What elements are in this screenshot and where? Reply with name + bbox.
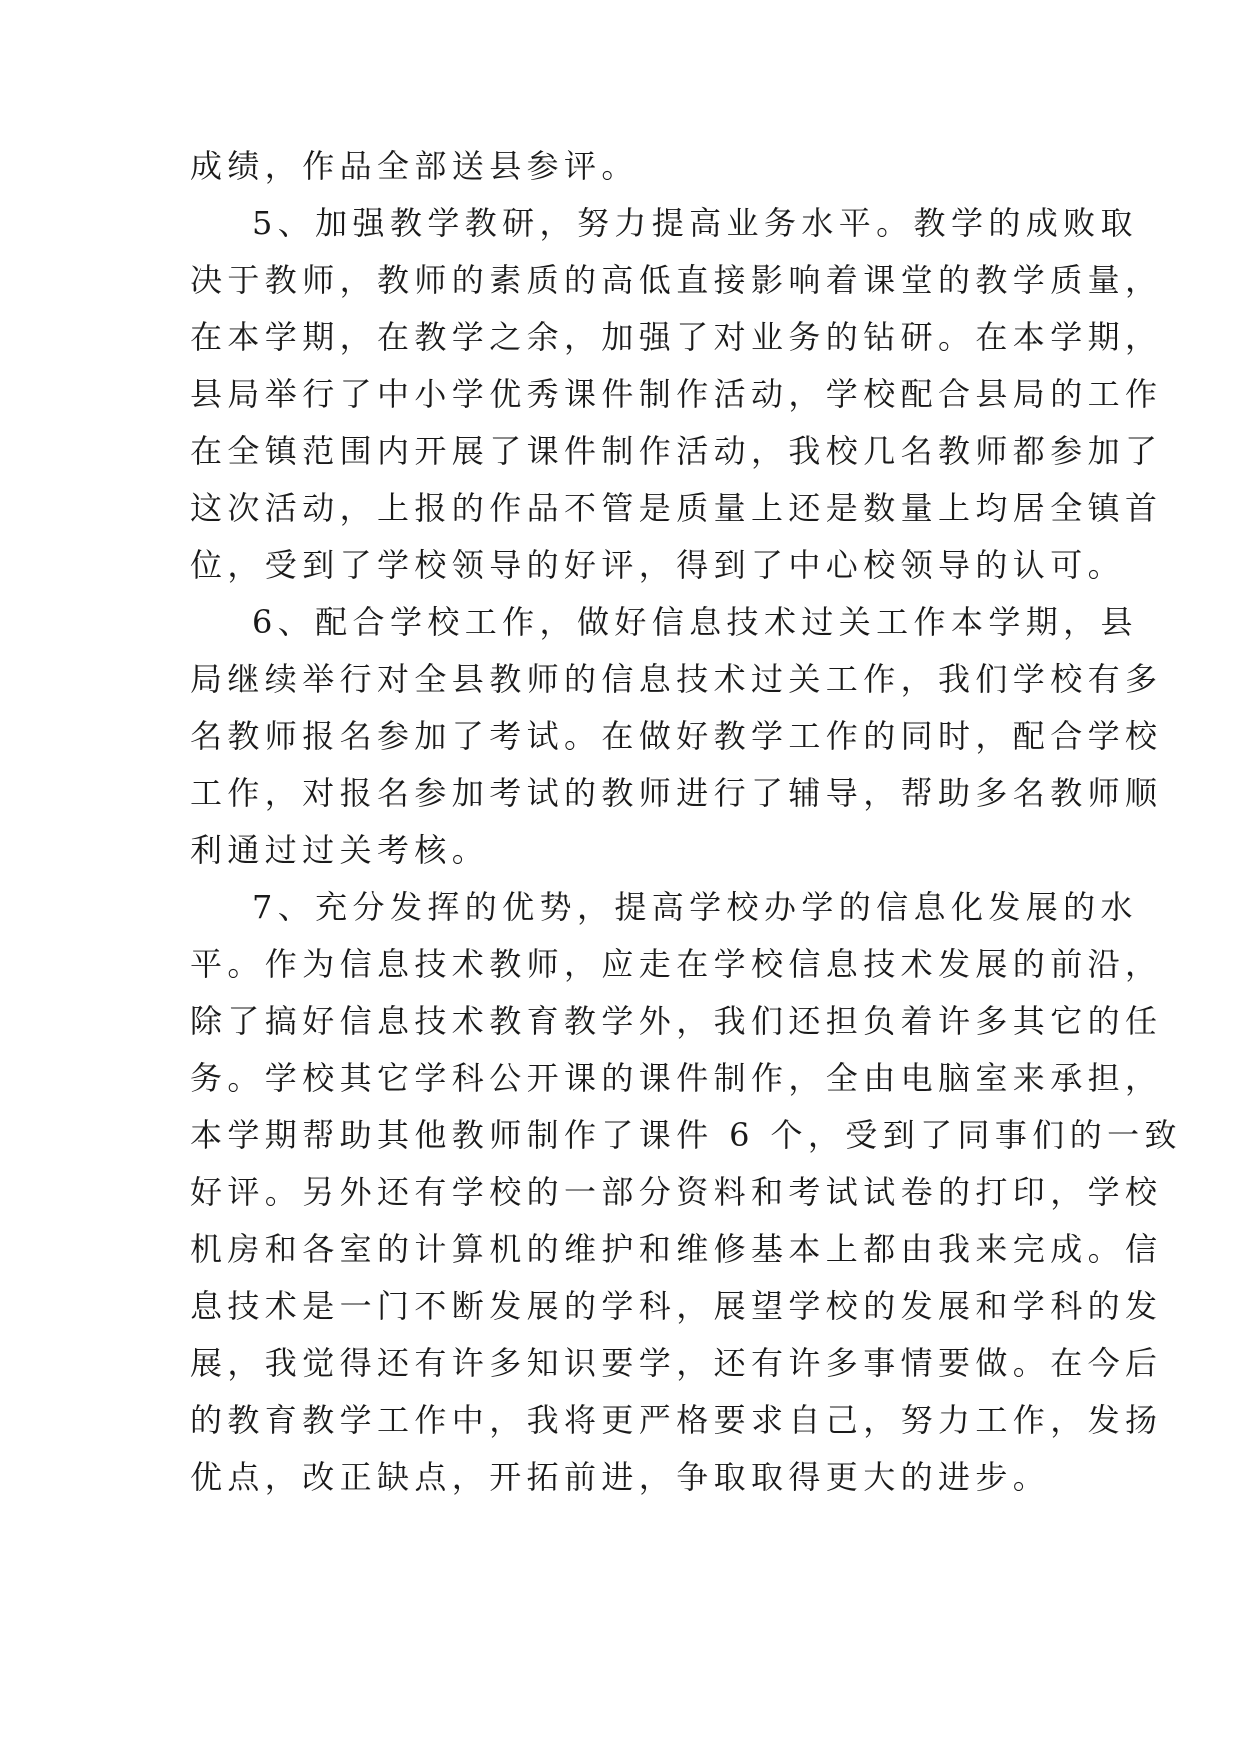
text-line: 在全镇范围内开展了课件制作活动，我校几名教师都参加了 bbox=[190, 432, 1163, 470]
text-line: 工作，对报名参加考试的教师进行了辅导，帮助多名教师顺 bbox=[190, 774, 1163, 812]
text-line: 决于教师，教师的素质的高低直接影响着课堂的教学质量， bbox=[190, 261, 1163, 299]
text-line: 7、充分发挥的优势，提高学校办学的信息化发展的水 bbox=[252, 888, 1138, 926]
text-line: 机房和各室的计算机的维护和维修基本上都由我来完成。信 bbox=[190, 1230, 1163, 1268]
text-line: 务。学校其它学科公开课的课件制作，全由电脑室来承担， bbox=[190, 1059, 1163, 1097]
text-line: 的教育教学工作中，我将更严格要求自己，努力工作，发扬 bbox=[190, 1401, 1163, 1439]
text-line: 局继续举行对全县教师的信息技术过关工作，我们学校有多 bbox=[190, 660, 1163, 698]
text-line: 利通过过关考核。 bbox=[190, 831, 490, 869]
text-line: 位，受到了学校领导的好评，得到了中心校领导的认可。 bbox=[190, 546, 1126, 584]
text-line: 平。作为信息技术教师，应走在学校信息技术发展的前沿， bbox=[190, 945, 1163, 983]
text-line: 好评。另外还有学校的一部分资料和考试试卷的打印，学校 bbox=[190, 1173, 1163, 1211]
text-line: 在本学期，在教学之余，加强了对业务的钻研。在本学期， bbox=[190, 318, 1163, 356]
text-line: 展，我觉得还有许多知识要学，还有许多事情要做。在今后 bbox=[190, 1344, 1163, 1382]
text-line: 息技术是一门不断发展的学科，展望学校的发展和学科的发 bbox=[190, 1287, 1163, 1325]
text-line: 本学期帮助其他教师制作了课件 6 个，受到了同事们的一致 bbox=[190, 1116, 1182, 1154]
text-line: 名教师报名参加了考试。在做好教学工作的同时，配合学校 bbox=[190, 717, 1163, 755]
text-line: 优点，改正缺点，开拓前进，争取取得更大的进步。 bbox=[190, 1458, 1051, 1496]
text-line: 6、配合学校工作，做好信息技术过关工作本学期，县 bbox=[252, 603, 1138, 641]
text-line: 5、加强教学教研，努力提高业务水平。教学的成败取 bbox=[252, 204, 1138, 242]
text-line: 除了搞好信息技术教育教学外，我们还担负着许多其它的任 bbox=[190, 1002, 1163, 1040]
text-line: 这次活动，上报的作品不管是质量上还是数量上均居全镇首 bbox=[190, 489, 1163, 527]
text-line: 成绩，作品全部送县参评。 bbox=[190, 147, 639, 185]
text-line: 县局举行了中小学优秀课件制作活动，学校配合县局的工作 bbox=[190, 375, 1163, 413]
